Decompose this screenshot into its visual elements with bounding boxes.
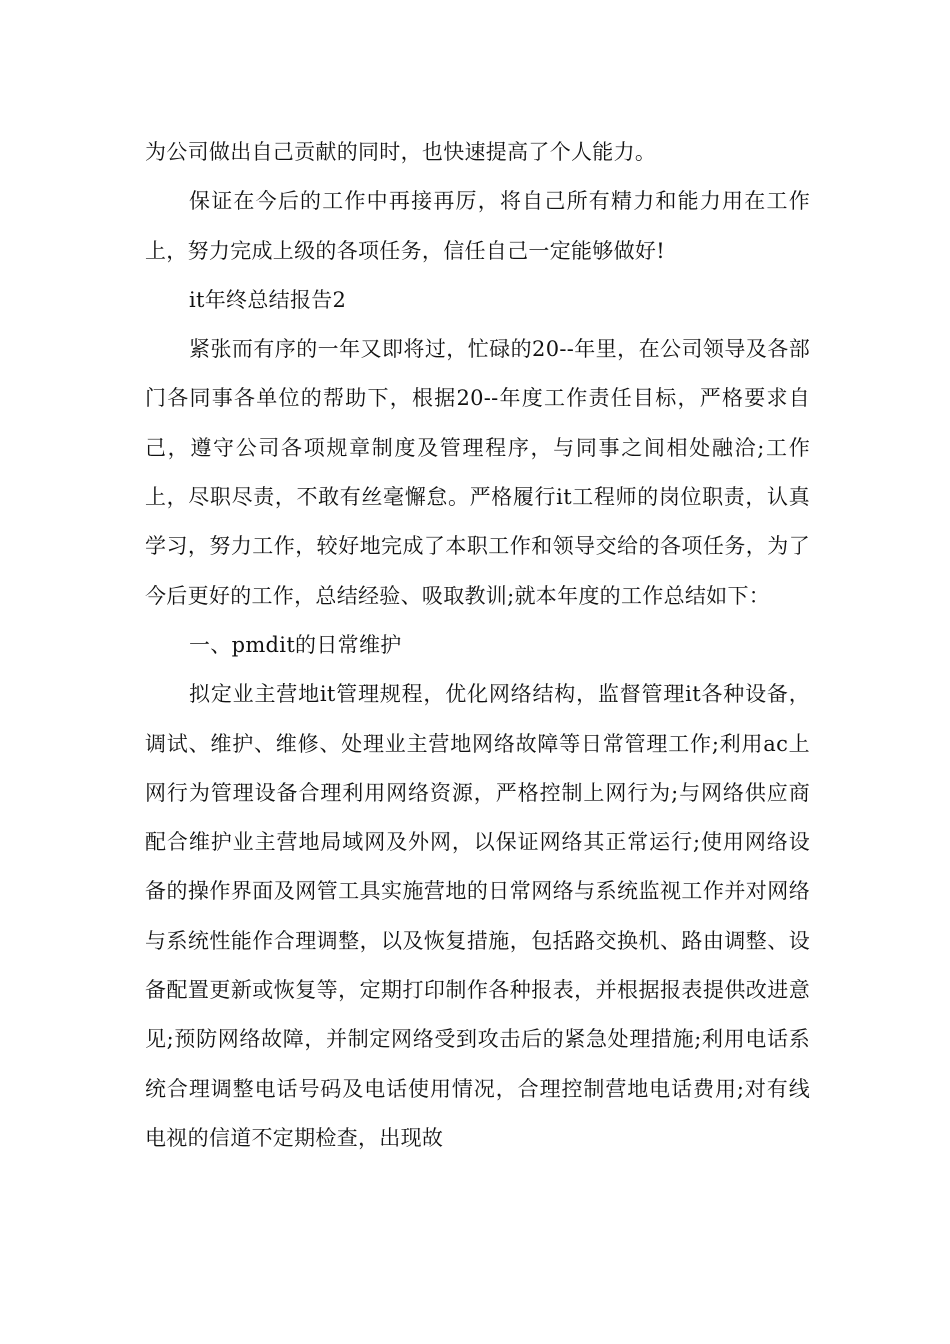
paragraph-commitment: 保证在今后的工作中再接再厉，将自己所有精力和能力用在工作上，努力完成上级的各项任务，信任自己一定能够做好! — [145, 189, 810, 263]
section-title: it年终总结报告2 — [189, 287, 347, 312]
paragraph-maintenance: 拟定业主营地it管理规程，优化网络结构，监督管理it各种设备，调试、维护、维修、处理业主营地网络故障等日常管理工作;利用ac上网行为管理设备合理利用网络资源，严格控制上网行为;与网络供应商配合维护业主营地局域网及外网，以保证网络其正常运行;使用网络设备的操作界面及网管工具实施营地的日常网络与系统监视工作并对网络与系统性能作合理调整，以及恢复措施，包括路交换机、路由调整、设备配置更新或恢复等，定期打印制作各种报表，并根据报表提供改进意见;预防网络故障，并制定网络受到攻击后的紧急处理措施;利用电话系统合理调整电话号码及电话使用情况，合理控制营地电话费用;对有线电视的信道不定期检查，出现故 — [145, 682, 810, 1150]
section-heading-maintenance: 一、pmdit的日常维护 — [189, 632, 402, 657]
paragraph-intro: 紧张而有序的一年又即将过，忙碌的20--年里，在公司领导及各部门各同事各单位的帮助下，根据20--年度工作责任目标，严格要求自己，遵守公司各项规章制度及管理程序，与同事之间相处融洽;工作上，尽职尽责，不敢有丝毫懈怠。严格履行it工程师的岗位职责，认真学习，努力工作，较好地完成了本职工作和领导交给的各项任务，为了今后更好的工作，总结经验、吸取教训;就本年度的工作总结如下： — [145, 337, 810, 608]
document-body — [145, 128, 810, 1163]
paragraph-continuation: 为公司做出自己贡献的同时，也快速提高了个人能力。 — [145, 140, 657, 164]
